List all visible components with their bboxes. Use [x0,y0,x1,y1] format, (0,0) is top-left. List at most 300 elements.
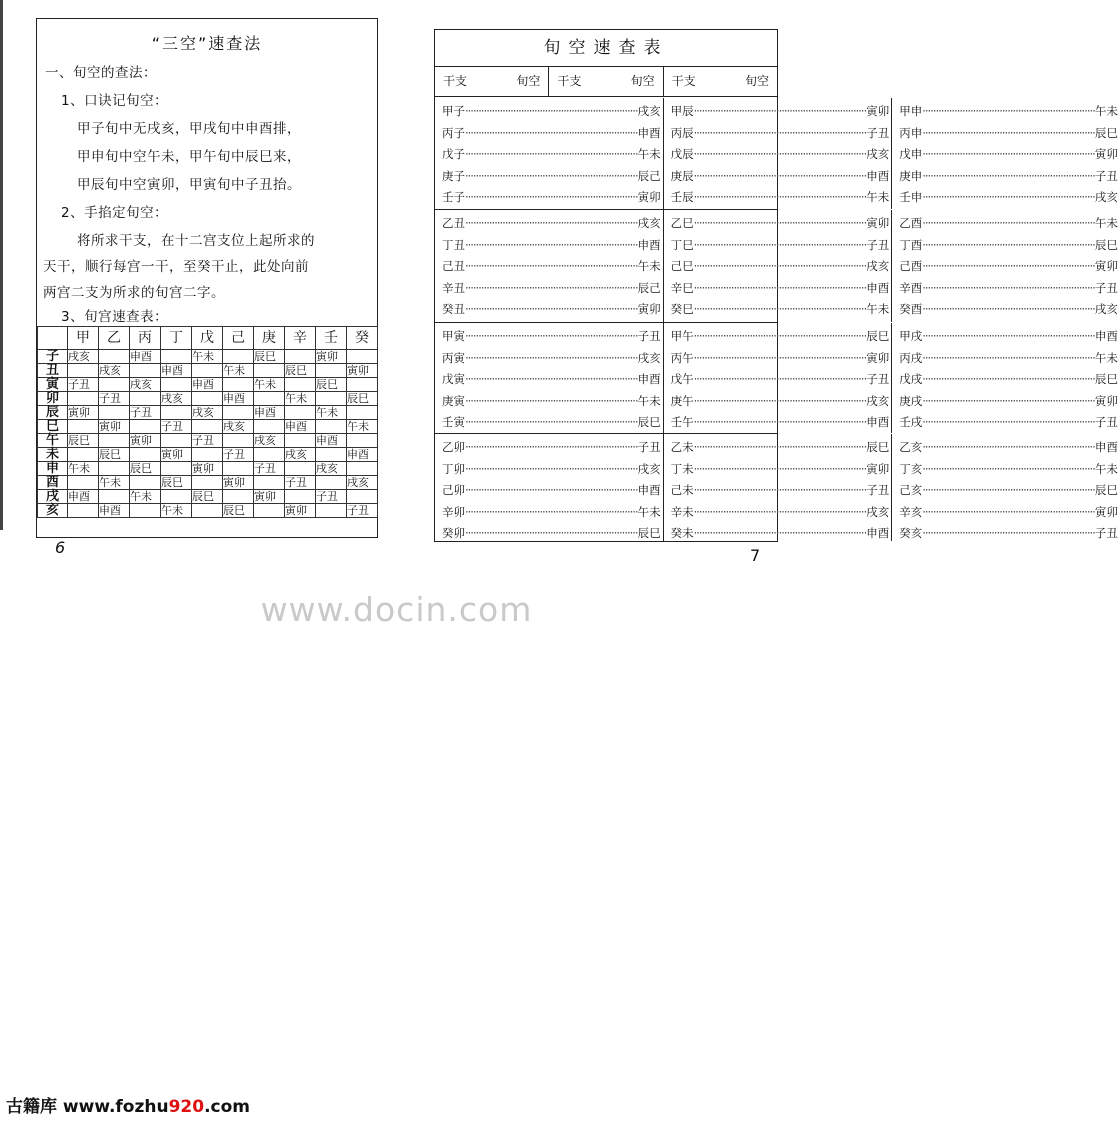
xunkong-value: 子丑 [1094,526,1118,540]
grid-cell: 子丑 [99,392,130,406]
leader-dots [694,348,867,370]
ganzhi-entry [442,502,661,524]
verse-line: 甲申旬中空午未，甲午旬中辰巳来， [77,149,301,165]
grid-cell: 辰巳 [192,490,223,504]
leader-dots [922,502,1095,524]
leader-dots [922,278,1095,300]
branch-label-cell: 申 [38,462,68,476]
ganzhi-entry [671,256,890,278]
grid-cell: 子丑 [347,504,378,518]
leader-dots [922,166,1095,188]
xunkong-value: 午未 [1094,350,1118,365]
right-page-frame [434,29,1118,542]
grid-cell: 子丑 [161,420,192,434]
grid-row [38,392,378,406]
grid-cell [347,350,378,364]
grid-cell [161,434,192,448]
subsection-heading: 2、手掐定旬空： [61,205,169,221]
grid-cell: 午未 [223,364,254,378]
leader-dots [694,278,867,300]
grid-cell: 寅卯 [99,420,130,434]
grid-cell: 戌亥 [192,406,223,420]
ganzhi-label: 丁卯 [442,461,465,476]
ganzhi-entry [671,187,890,209]
leader-dots [465,166,638,188]
xunkong-value: 子丑 [637,440,661,454]
ganzhi-label: 癸未 [670,526,694,540]
ganzhi-label: 乙未 [670,440,694,454]
grid-cell [161,406,192,420]
leader-dots [694,123,867,145]
grid-cell: 申酉 [254,406,285,420]
xunkong-value: 子丑 [1094,415,1118,429]
ganzhi-label: 丙辰 [670,125,694,140]
ganzhi-entry [899,480,1118,502]
ganzhi-entry [442,144,661,166]
footer-site-name: 古籍库 [6,1097,57,1117]
ganzhi-label: 丁酉 [899,237,923,252]
leader-dots [694,101,867,123]
ganzhi-label: 辛亥 [899,504,923,519]
ganzhi-label: 甲午 [670,329,694,343]
branch-label-cell: 丑 [38,364,68,378]
leader-dots [694,187,867,209]
xunkong-group [435,210,1118,323]
ganzhi-label: 庚辰 [670,168,694,183]
ganzhi-label: 壬申 [899,190,923,204]
leader-dots [922,101,1095,123]
ganzhi-entry [442,480,661,502]
ganzhi-label: 辛丑 [442,280,465,295]
ganzhi-entry [442,437,661,459]
leader-dots [465,391,638,413]
ganzhi-entry [899,459,1118,481]
leader-dots [465,502,638,524]
leader-dots [465,256,638,278]
leader-dots [694,480,867,502]
grid-cell: 午未 [347,420,378,434]
ganzhi-label: 乙巳 [670,216,694,230]
ganzhi-entry [671,101,890,123]
grid-cell: 子丑 [254,462,285,476]
xunkong-value: 戌亥 [637,104,661,118]
ganzhi-entry [442,101,661,123]
stem-header-cell: 戊 [192,327,223,350]
grid-cell: 寅卯 [285,504,316,518]
grid-row [38,462,378,476]
ganzhi-label: 乙酉 [899,216,923,230]
ganzhi-entry [442,123,661,145]
xunkong-value: 辰巳 [1094,125,1118,140]
grid-cell [68,392,99,406]
left-page-title: “三空”速查法 [151,34,263,53]
header-ganzhi: 干支 [557,74,582,88]
ganzhi-label: 丙子 [442,125,465,140]
ganzhi-label: 甲子 [442,104,465,118]
leader-dots [922,235,1095,257]
xunkong-value: 辰己 [637,280,661,295]
ganzhi-entry [899,101,1118,123]
ganzhi-label: 丙寅 [442,350,465,365]
xunkong-value: 寅卯 [637,190,661,204]
verse-line: 甲子旬中无戌亥，甲戌旬中申酉排， [77,121,301,137]
leader-dots [465,369,638,391]
grid-cell [192,420,223,434]
grid-cell: 午未 [99,476,130,490]
grid-row [38,378,378,392]
xunkong-value: 戌亥 [1094,302,1118,316]
group-column [891,434,1120,541]
leader-dots [922,144,1095,166]
grid-cell: 辰巳 [223,504,254,518]
ganzhi-label: 丙午 [670,350,694,365]
leader-dots [465,123,638,145]
ganzhi-label: 戊辰 [670,147,694,161]
ganzhi-label: 己酉 [899,259,923,273]
xunkong-value: 午未 [637,504,661,519]
branch-label-cell: 戌 [38,490,68,504]
xunkong-value: 午未 [637,259,661,273]
grid-cell: 戌亥 [316,462,347,476]
leader-dots [465,235,638,257]
ganzhi-label: 甲寅 [442,329,465,343]
paragraph-line: 将所求干支，在十二宫支位上起所求的 [77,233,315,249]
leader-dots [922,348,1095,370]
group-column [663,210,892,322]
branch-label-cell: 辰 [38,406,68,420]
grid-cell [254,364,285,378]
ganzhi-entry [671,412,890,434]
xunkong-value: 午未 [866,190,890,204]
grid-row [38,476,378,490]
grid-cell [192,392,223,406]
ganzhi-entry [442,213,661,235]
ganzhi-entry [671,523,890,545]
xunkong-value: 午未 [1094,461,1118,476]
grid-cell [223,378,254,392]
ganzhi-label: 庚子 [442,168,465,183]
grid-cell [254,476,285,490]
grid-cell: 子丑 [316,490,347,504]
ganzhi-label: 庚午 [670,393,694,408]
ganzhi-label: 壬戌 [899,415,923,429]
leader-dots [694,213,867,235]
group-column [663,98,892,209]
page-number-left: 6 [55,538,66,557]
grid-row [38,420,378,434]
header-xunkong: 旬空 [516,74,541,88]
grid-cell [254,420,285,434]
leader-dots [922,480,1095,502]
xunkong-value: 寅卯 [637,302,661,316]
xunkong-value: 午未 [637,393,661,408]
stem-header-cell: 丙 [130,327,161,350]
ganzhi-entry [442,369,661,391]
grid-cell [192,504,223,518]
grid-cell [347,490,378,504]
grid-cell [192,476,223,490]
xunkong-value: 辰巳 [1094,372,1118,386]
xunkong-value: 辰己 [637,168,661,183]
ganzhi-label: 丙戌 [899,350,923,365]
grid-cell [223,406,254,420]
grid-row [38,490,378,504]
xunkong-value: 子丑 [866,125,890,140]
grid-cell [130,392,161,406]
grid-cell: 寅卯 [161,448,192,462]
grid-row [38,448,378,462]
ganzhi-entry [671,502,890,524]
ganzhi-entry [442,235,661,257]
xunkong-value: 子丑 [866,237,890,252]
grid-cell: 子丑 [285,476,316,490]
grid-row [38,504,378,518]
leader-dots [694,391,867,413]
leader-dots [922,437,1095,459]
leader-dots [922,256,1095,278]
header-column [548,66,662,96]
ganzhi-entry [899,278,1118,300]
grid-cell: 午未 [68,462,99,476]
grid-cell [130,504,161,518]
ganzhi-entry [899,299,1118,321]
ganzhi-label: 戊戌 [899,372,923,386]
grid-cell: 寅卯 [347,364,378,378]
xunkong-value: 戌亥 [866,504,890,519]
paragraph-line: 天干，顺行每宫一干，至癸干止，此处向前 [43,259,309,275]
grid-cell [285,406,316,420]
grid-cell: 申酉 [99,504,130,518]
ganzhi-label: 壬寅 [442,415,465,429]
ganzhi-entry [671,480,890,502]
branch-label-cell: 亥 [38,504,68,518]
ganzhi-entry [671,326,890,348]
grid-cell: 戌亥 [223,420,254,434]
leader-dots [694,326,867,348]
grid-cell [223,490,254,504]
ganzhi-entry [671,437,890,459]
xunkong-value: 子丑 [1094,168,1118,183]
grid-cell [285,378,316,392]
ganzhi-label: 辛酉 [899,280,923,295]
grid-cell [99,378,130,392]
stem-header-cell: 辛 [285,327,316,350]
stem-header-cell: 丁 [161,327,192,350]
xunkong-value: 午未 [1094,216,1118,230]
grid-cell [285,462,316,476]
xunkong-value: 申酉 [1094,329,1118,343]
ganzhi-entry [899,235,1118,257]
ganzhi-entry [442,523,661,545]
grid-cell [161,378,192,392]
grid-cell: 辰巳 [68,434,99,448]
ganzhi-entry [442,166,661,188]
ganzhi-entry [442,459,661,481]
grid-cell [68,504,99,518]
branch-label-cell: 午 [38,434,68,448]
grid-cell [254,448,285,462]
leader-dots [922,412,1095,434]
footer-url-number: 920 [168,1097,205,1117]
header-ganzhi: 干支 [443,74,468,88]
leader-dots [694,502,867,524]
ganzhi-label: 乙亥 [899,440,923,454]
grid-cell: 午未 [161,504,192,518]
ganzhi-entry [442,412,661,434]
grid-cell [99,406,130,420]
grid-cell [130,364,161,378]
leader-dots [465,437,638,459]
grid-cell: 寅卯 [223,476,254,490]
grid-cell [161,462,192,476]
ganzhi-label: 癸卯 [442,526,465,540]
grid-cell: 戌亥 [68,350,99,364]
leader-dots [922,326,1095,348]
group-column [891,98,1120,209]
verse-line: 甲辰旬中空寅卯，甲寅旬中子丑抬。 [77,177,301,193]
grid-cell [347,462,378,476]
grid-cell [285,434,316,448]
ganzhi-label: 己亥 [899,483,923,497]
grid-cell: 辰巳 [285,364,316,378]
xunkong-group [435,434,1118,541]
grid-cell [68,364,99,378]
grid-cell [99,434,130,448]
grid-cell: 辰巳 [130,462,161,476]
leader-dots [694,369,867,391]
grid-cell: 寅卯 [68,406,99,420]
leader-dots [465,299,638,321]
leader-dots [465,480,638,502]
leader-dots [465,213,638,235]
ganzhi-entry [442,299,661,321]
ganzhi-label: 癸酉 [899,302,923,316]
ganzhi-entry [442,256,661,278]
ganzhi-entry [899,369,1118,391]
ganzhi-label: 壬子 [442,190,465,204]
grid-cell [223,434,254,448]
grid-corner-cell [38,327,68,350]
watermark-text: www.docin.com [260,590,533,629]
grid-cell: 子丑 [130,406,161,420]
grid-cell: 午未 [192,350,223,364]
xunkong-value: 申酉 [866,280,890,295]
ganzhi-label: 乙丑 [442,216,465,230]
grid-cell: 午未 [316,406,347,420]
section-heading: 一、旬空的查法： [45,65,157,81]
grid-cell: 戌亥 [285,448,316,462]
branch-label-cell: 酉 [38,476,68,490]
grid-cell [130,420,161,434]
footer-url-suffix: .com [204,1097,251,1117]
grid-cell: 申酉 [130,350,161,364]
ganzhi-label: 壬辰 [670,190,694,204]
header-ganzhi: 干支 [671,74,696,88]
ganzhi-label: 癸巳 [670,302,694,316]
grid-cell [68,476,99,490]
grid-cell [130,476,161,490]
ganzhi-entry [442,326,661,348]
grid-header-row [38,327,378,350]
grid-cell: 子丑 [68,378,99,392]
leader-dots [465,144,638,166]
grid-cell: 戌亥 [161,392,192,406]
header-xunkong: 旬空 [630,74,655,88]
leader-dots [694,166,867,188]
branch-label-cell: 卯 [38,392,68,406]
group-column [891,323,1120,433]
grid-cell: 申酉 [347,448,378,462]
group-column [663,434,892,541]
ganzhi-entry [899,187,1118,209]
grid-cell [285,350,316,364]
grid-cell: 辰巳 [99,448,130,462]
xunkong-value: 辰巳 [1094,483,1118,497]
xunkong-value: 戌亥 [637,461,661,476]
group-column [435,98,663,209]
grid-cell: 申酉 [285,420,316,434]
grid-cell: 辰巳 [347,392,378,406]
xunkong-value: 午未 [1094,104,1118,118]
grid-cell [130,448,161,462]
ganzhi-label: 己未 [670,483,694,497]
ganzhi-label: 己巳 [670,259,694,273]
footer-url-prefix: www.fozhu [62,1097,169,1117]
grid-cell [316,420,347,434]
ganzhi-label: 甲戌 [899,329,923,343]
grid-cell: 午未 [130,490,161,504]
leader-dots [922,369,1095,391]
grid-row [38,406,378,420]
ganzhi-entry [671,278,890,300]
ganzhi-label: 庚申 [899,168,923,183]
leader-dots [922,299,1095,321]
leader-dots [694,144,867,166]
ganzhi-label: 甲辰 [670,104,694,118]
xunkong-value: 申酉 [866,526,890,540]
branch-label-cell: 未 [38,448,68,462]
grid-cell [316,448,347,462]
grid-cell [192,448,223,462]
grid-cell [316,392,347,406]
grid-cell [223,350,254,364]
grid-cell [316,504,347,518]
xunkong-value: 辰巳 [866,440,890,454]
header-column [435,66,548,96]
leader-dots [465,101,638,123]
grid-cell [99,462,130,476]
xunkong-value: 寅卯 [866,350,890,365]
ganzhi-label: 戊午 [670,372,694,386]
ganzhi-entry [442,187,661,209]
ganzhi-label: 己丑 [442,259,465,273]
ganzhi-entry [899,326,1118,348]
ganzhi-label: 癸丑 [442,302,465,316]
grid-row [38,350,378,364]
leader-dots [465,523,638,545]
grid-cell: 戌亥 [130,378,161,392]
stem-header-cell: 庚 [254,327,285,350]
ganzhi-label: 辛卯 [442,504,465,519]
stem-header-cell: 癸 [347,327,378,350]
leader-dots [922,459,1095,481]
left-page-frame [36,18,378,538]
xunkong-value: 戌亥 [866,393,890,408]
header-column [663,66,777,96]
grid-cell: 午未 [285,392,316,406]
xunkong-value: 申酉 [637,372,661,386]
grid-cell: 辰巳 [316,378,347,392]
